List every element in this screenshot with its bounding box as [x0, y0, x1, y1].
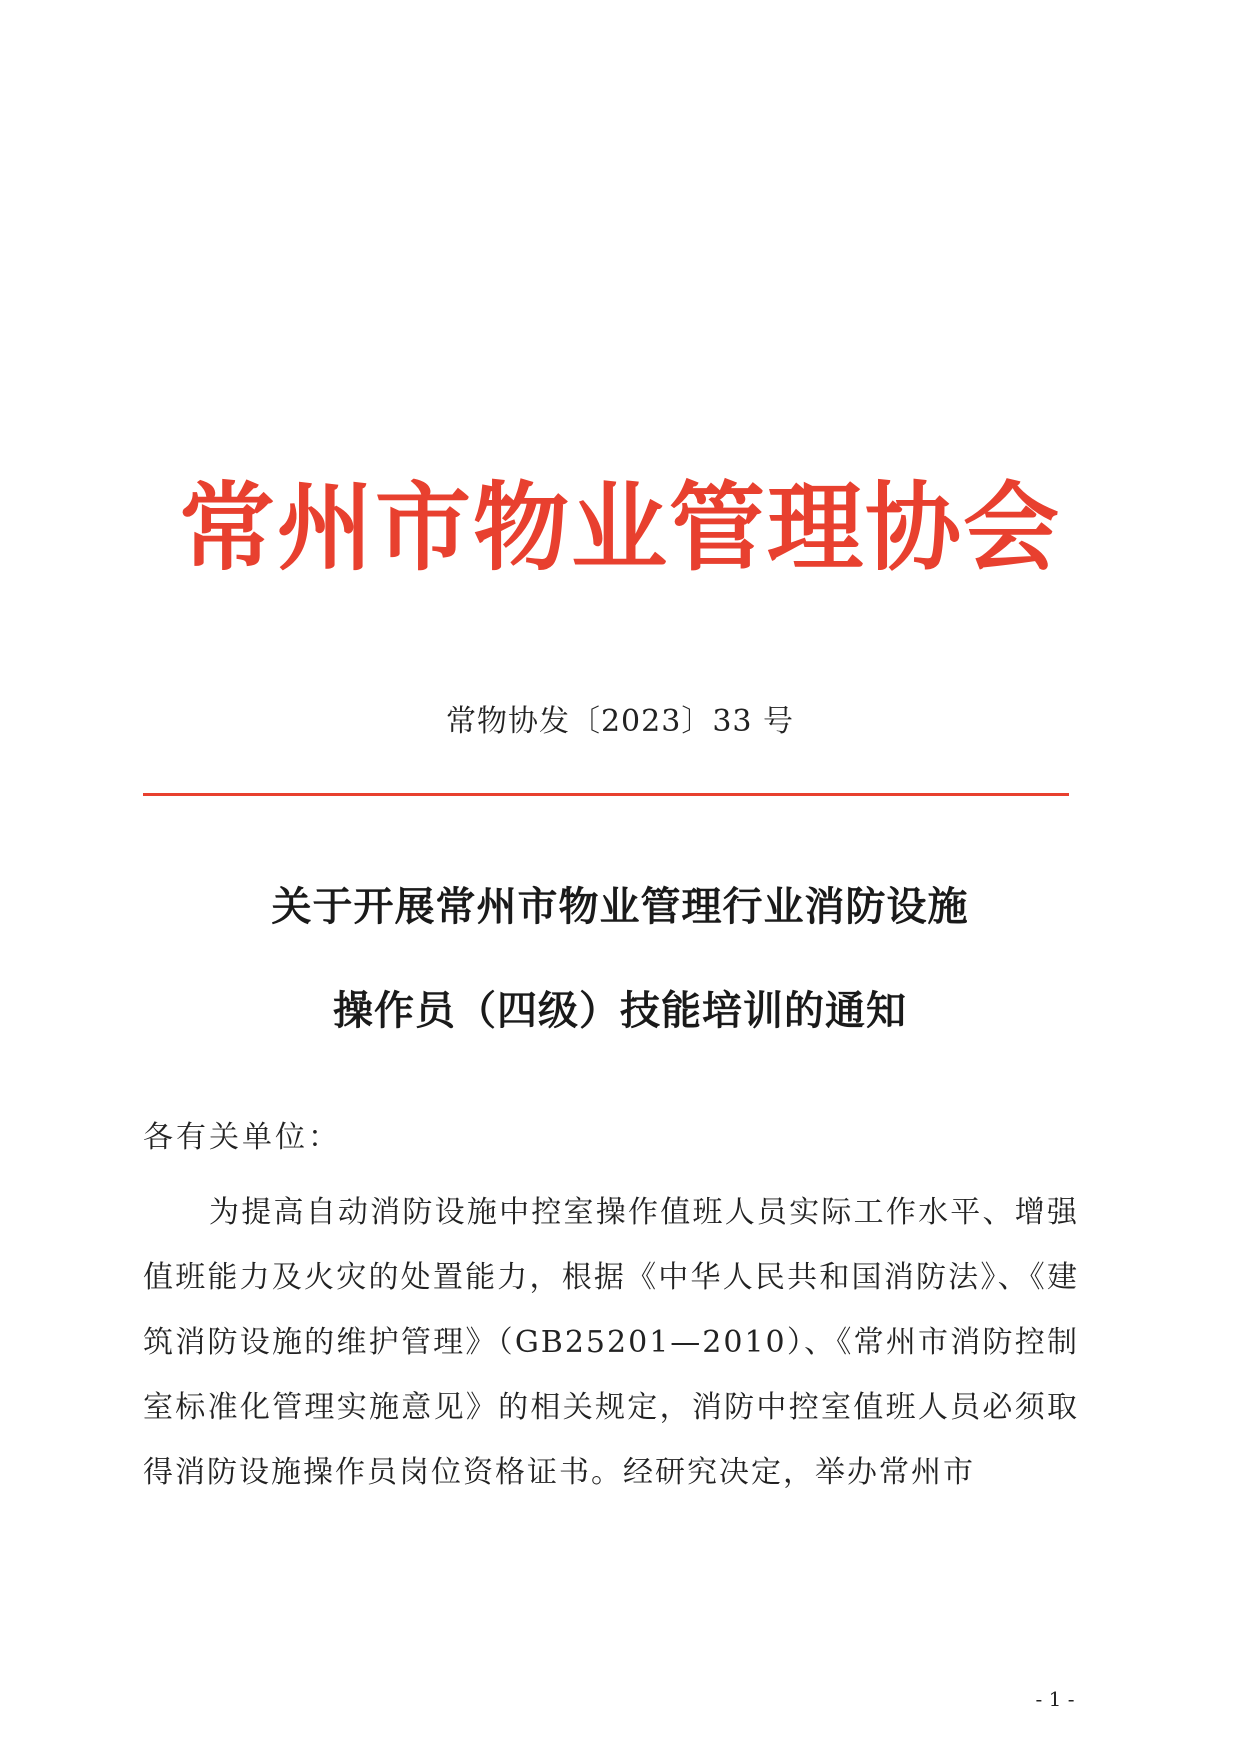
salutation: 各有关单位：: [143, 1120, 341, 1155]
red-divider-line: [143, 793, 1069, 796]
issuing-organization-header: 常州市物业管理协会: [179, 471, 1061, 584]
document-title-line-1: 关于开展常州市物业管理行业消防设施: [271, 884, 969, 930]
document-title-line-2: 操作员（四级）技能培训的通知: [333, 988, 907, 1034]
page-number: - 1 -: [1035, 1687, 1075, 1711]
body-paragraph: 为提高自动消防设施中控室操作值班人员实际工作水平、增强值班能力及火灾的处置能力，根据《中华人民共和国消防法》、《建筑消防设施的维护管理》（GB25201—2010）、《常州市消防控制室标准化管理实施意见》的相关规定，消防中控室值班人员必须取得消防设施操作员岗位资格证书。经研究决定，举办常州市: [143, 1195, 1079, 1490]
document-number: 常物协发〔2023〕33 号: [445, 704, 795, 739]
